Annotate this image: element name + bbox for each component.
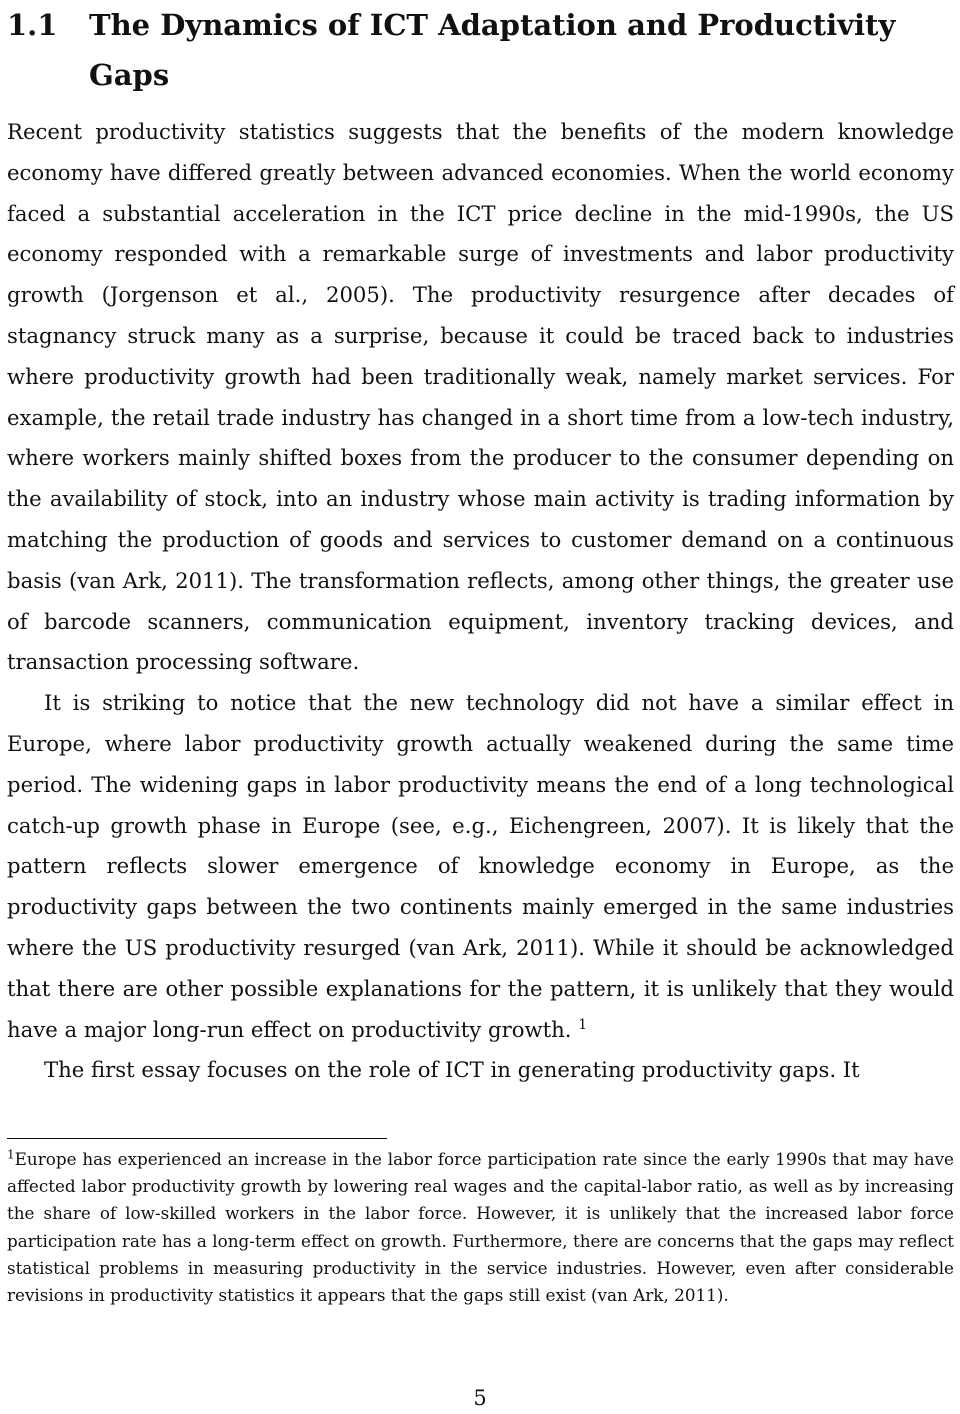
paragraph-3-text: The first essay focuses on the role of ICT in generating productivity gaps. It: [44, 1057, 860, 1083]
section-title: The Dynamics of ICT Adaptation and Productivity Gaps: [89, 8, 896, 92]
paragraph-2-text: It is striking to notice that the new technology did not have a similar effect in Europe, where labor productivity growth actually weakened during the same time period. The widening gaps in labor productivity means the end of a long technological catch-up growth phase in Europe (see, e.g., Eichengreen, 2007). It is likely that the pattern reflects slower emergence of knowledge economy in Europe, as the productivity gaps between the two continents mainly emerged in the same industries where the US productivity resurged (van Ark, 2011). While it should be acknowledged that there are other possible explanations for the pattern, it is unlikely that they would have a major long-run effect on productivity growth.: [7, 690, 954, 1042]
page-content: [7, 0, 954, 1091]
page-number: 5: [473, 1386, 487, 1410]
footnote-number: 1: [7, 1147, 15, 1162]
footnote-text: Europe has experienced an increase in the labor force participation rate since the early 1990s that may have affected labor productivity growth by lowering real wages and the capital-labor ratio, as well as by increasing the share of low-skilled workers in the labor force. However, it is unlikely that the increased labor force participation rate has a long-term effect on growth. Furthermore, there are concerns that the gaps may reflect statistical problems in measuring productivity in the service industries. However, even after considerable revisions in productivity statistics it appears that the gaps still exist (van Ark, 2011).: [7, 1149, 954, 1306]
paragraph-1: [7, 112, 954, 683]
section-heading: [7, 0, 954, 100]
footnote-divider: [7, 1138, 387, 1139]
paragraph-2: [7, 683, 954, 1050]
footnote-reference[interactable]: 1: [578, 1016, 588, 1033]
section-number: 1.1: [7, 8, 58, 42]
footnote: [7, 1146, 954, 1309]
paragraph-3: [7, 1050, 954, 1091]
paragraph-1-text: Recent productivity statistics suggests that the benefits of the modern knowledge economy have differed greatly between advanced economies. When the world economy faced a substantial acceleration in the ICT price decline in the mid-1990s, the US economy responded with a remarkable surge of investments and labor productivity growth (Jorgenson et al., 2005). The productivity resurgence after decades of stagnancy struck many as a surprise, because it could be traced back to industries where productivity growth had been traditionally weak, namely market services. For example, the retail trade industry has changed in a short time from a low-tech industry, where workers mainly shifted boxes from the producer to the consumer depending on the availability of stock, into an industry whose main activity is trading information by matching the production of goods and services to customer demand on a continuous basis (van Ark, 2011). The transformation reflects, among other things, the greater use of barcode scanners, communication equipment, inventory tracking devices, and transaction processing software.: [7, 119, 954, 675]
